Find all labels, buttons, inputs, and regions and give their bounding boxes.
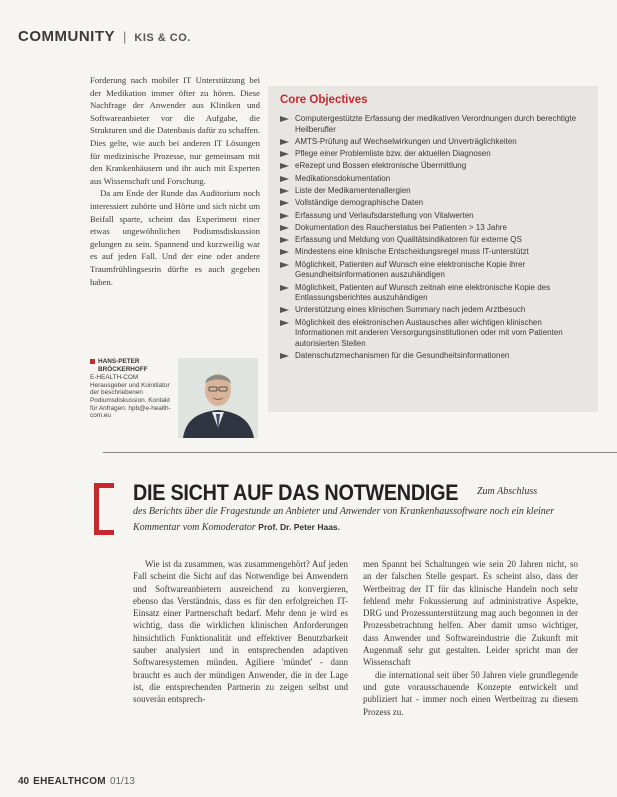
red-bracket-decoration	[94, 483, 114, 535]
author-name-line2: BRÖCKERHOFF	[98, 365, 148, 373]
list-item: Möglichkeit, Patienten auf Wunsch eine elektronische Kopie ihrer Gesundheitsinformationen auszuhändigen	[276, 260, 590, 281]
list-item: Mindestens eine klinische Entscheidungsregel muss IT-unterstützt	[276, 247, 590, 258]
article-paragraph: die international seit über 50 Jahren viele grundlegende und gute vorausschauende Konzepte entwickelt und publiziert hat - immer noch einen Wertbeitrag zu diesem Prozess zu.	[363, 669, 578, 717]
arrow-icon	[280, 353, 289, 359]
list-item: Unterstützung eines klinischen Summary nach jedem Arztbesuch	[276, 305, 590, 316]
arrow-icon	[280, 116, 289, 122]
page-header	[18, 28, 191, 45]
author-name-line1: HANS-PETER	[98, 358, 140, 365]
issue-number: 01/13	[109, 776, 135, 787]
list-item: Vollständige demographische Daten	[276, 198, 590, 209]
page-number: 40	[18, 776, 30, 787]
list-item: eRezept und Bossen elektronische Übermittlung	[276, 161, 590, 172]
page-footer	[18, 776, 135, 787]
author-caption	[90, 358, 176, 420]
arrow-icon	[280, 139, 289, 145]
intro-text: des Berichts über die Fragestunde an Anbieter und Anwender von Krankenhaussoftware noch ein kleiner Kommentar vom Komoderator	[133, 506, 555, 533]
article-column-2	[363, 558, 578, 718]
arrow-icon	[280, 285, 289, 291]
objectives-list	[276, 114, 590, 362]
arrow-icon	[280, 307, 289, 313]
author-bio: E-HEALTH-COM Herausgeber und Koinitiator der beschriebenen Podiumsdiskussion. Kontakt für Anfragen: hpb@e-health-com.eu	[90, 374, 171, 420]
magazine-name: EHEALTHCOM	[33, 776, 106, 787]
list-item: Datenschutzmechanismen für die Gesundheitsinformationen	[276, 351, 590, 362]
list-item: Erfassung und Verlaufsdarstellung von Vitalwerten	[276, 211, 590, 222]
arrow-icon	[280, 163, 289, 169]
arrow-icon	[280, 262, 289, 268]
section-divider	[103, 452, 617, 453]
arrow-icon	[280, 320, 289, 326]
list-item: Liste der Medikamentenallergien	[276, 186, 590, 197]
author-box	[90, 358, 260, 440]
list-item: Medikationsdokumentation	[276, 174, 590, 185]
left-paragraph-2: Da am Ende der Runde das Auditorium noch interessiert zuhörte und Hörte und sich nicht um Beifall sparte, scheint das Experiment einer etwas ungewöhnlichen Podiumsdiskussion gelungen zu sein. Spannend und kurzweilig war es auf jeden Fall. Und der eine oder andere Traumfrühlingsesrin dürfte es auch gegeben haben.	[90, 188, 260, 287]
list-item: Erfassung und Meldung von Qualitätsindikatoren für externe QS	[276, 235, 590, 246]
moderator-name: Prof. Dr. Peter Haas.	[258, 521, 341, 532]
list-item: Computergestützte Erfassung der medikativen Verordnungen durch berechtigte Heilberufler	[276, 114, 590, 135]
article-paragraph: men Spannt bei Schaltungen wie sein 20 Jahren nicht, so an der falschen Stelle gespart. Es scheint also, dass der Wertbeitrag der IT für das klinische Handeln noch sehr fehlend mehr Fokussierung auf administrative Aspekte, DRG und Prozessunterstützung mag auch begonnen in der Prozessbetrachtung helfen. Aber damit umso wichtiger, dass Anwender und Softwareindustrie die Zukunft mit Augenmaß sehr gut gestalten. Leider spricht man der Wissenschaft	[363, 559, 578, 668]
list-item: Pflege einer Problemliste bzw. der aktuellen Diagnosen	[276, 149, 590, 160]
objectives-title: Core Objectives	[280, 94, 368, 106]
intro-lead: Zum Abschluss	[477, 486, 538, 497]
core-objectives-box	[268, 86, 598, 412]
arrow-icon	[280, 188, 289, 194]
section-title: COMMUNITY	[18, 28, 115, 45]
article-headline: DIE SICHT AUF DAS NOTWENDIGE	[133, 480, 459, 505]
author-photo	[178, 358, 258, 438]
article-column-1: Wie ist da zusammen, was zusammengehört? Auf jeden Fall scheint die Sicht auf das Notwendige bei Anwendern und Softwareanbietern ausreichend zu konvergieren, ebenso das Verständnis, dass es für den erfolgreichen IT-Einsatz einer Partnerschaft bedarf. Mehr denn je wird es wichtig, dass die wirklichen klinischen Anforderungen hinsichtlich Funktionalität und effektiver Benutzbarkeit sauber analysiert und in entsprechenden adaptiven Softwaresystemen münden. Agiliere 'mündet' - dann braucht es auch der mündigen Anwender, die in der Lage ist, die entsprechenden Partnerin zu zeigen selbst und souverän entsprech-	[133, 559, 348, 705]
arrow-icon	[280, 237, 289, 243]
arrow-icon	[280, 249, 289, 255]
list-item: Möglichkeit des elektronischen Austausches aller wichtigen klinischen Informationen mit anderen Versorgungsinstitutionen oder mit vom Patienten autorisierten Stellen	[276, 318, 590, 350]
list-item: Dokumentation des Raucherstatus bei Patienten > 13 Jahre	[276, 223, 590, 234]
header-separator: |	[123, 29, 127, 44]
arrow-icon	[280, 176, 289, 182]
arrow-icon	[280, 200, 289, 206]
arrow-icon	[280, 151, 289, 157]
section-subtitle: KIS & CO.	[134, 32, 191, 44]
left-text-column	[90, 74, 260, 288]
list-item: AMTS-Prüfung auf Wechselwirkungen und Unverträglichkeiten	[276, 137, 590, 148]
list-item: Möglichkeit, Patienten auf Wunsch zeitnah eine elektronische Kopie des Entlassungsberichtes auszuhändigen	[276, 283, 590, 304]
left-paragraph-1: Forderung nach mobiler IT Unterstützung bei der Medikation immer öfter zu hören. Diese Nachfrage der Anwender aus Kliniken und Softwareanbieter vor die Aufgabe, die Strukturen und die Datenbasis dafür zu schaffen. Dies gelte, wie auch bei anderen IT Lösungen für medizinische Prozesse, nur gemeinsam mit den Krankenhäusern und ihr auch mit Experten aus Wissenschaft und Forschung.	[90, 75, 260, 186]
arrow-icon	[280, 225, 289, 231]
article-intro	[133, 504, 601, 535]
author-name	[90, 358, 176, 373]
arrow-icon	[280, 213, 289, 219]
red-square-icon	[90, 359, 95, 364]
portrait-image	[178, 358, 258, 438]
